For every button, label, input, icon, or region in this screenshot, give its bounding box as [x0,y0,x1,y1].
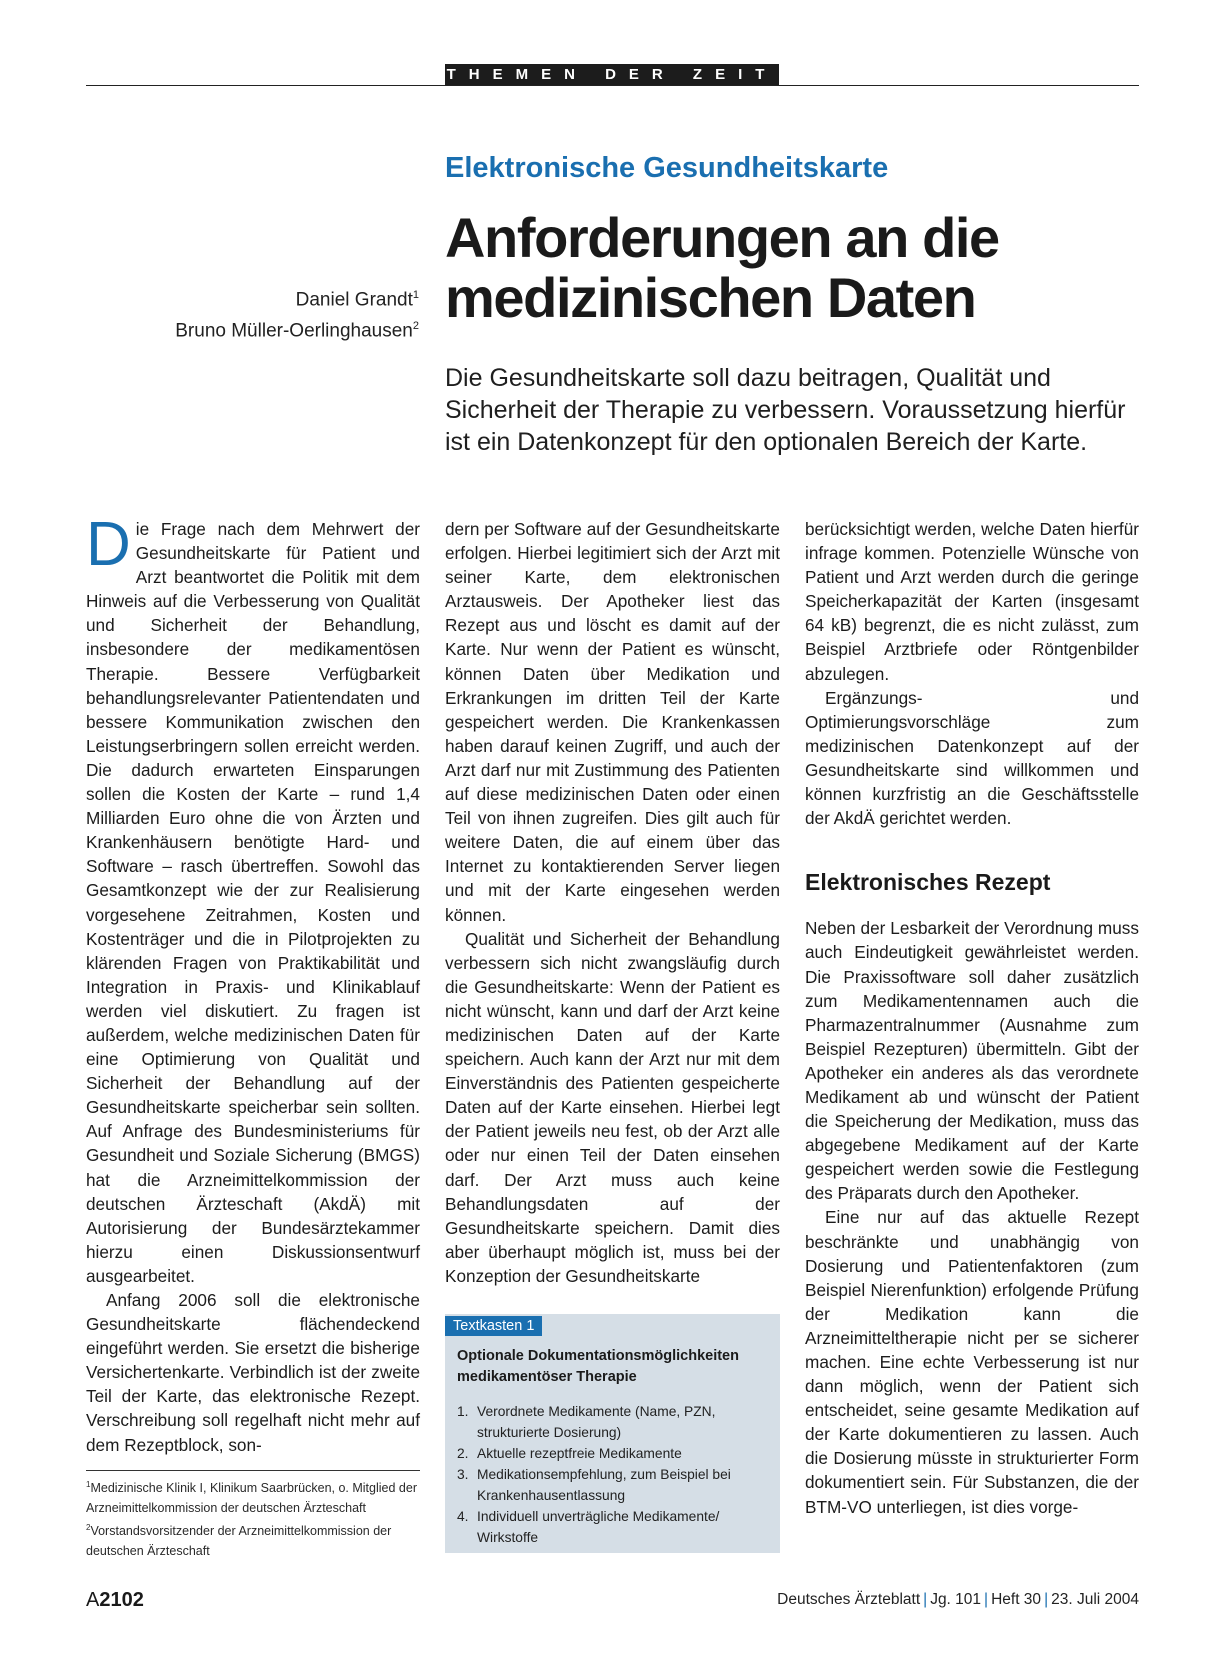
journal-info: Deutsches Ärzteblatt | Jg. 101 | Heft 30 | 23. Juli 2004 [777,1591,1139,1608]
footnotes [86,1475,420,1561]
list-item: 4. Individuell unverträgliche Medikamente/ Wirkstoffe [457,1509,720,1545]
footnote-rule [86,1470,420,1471]
paragraph: Die Frage nach dem Mehrwert der Gesundheitskarte für Patient und Arzt beantwortet die Politik mit dem Hinweis auf die Verbesserung von Qualität und Sicherheit der Behandlung, insbesondere der medikamentösen Therapie. Bessere Verfügbarkeit behandlungsrelevanter Patientendaten und bessere Kommunikation zwischen den Leistungserbringern sollen erreicht werden. Die dadurch erwarteten Einsparungen sollen die Kosten der Karte – rund 1,4 Milliarden Euro ohne die von Ärzten und Krankenhäusern benötigte Hard- und Software – rasch übertreffen. Sowohl das Gesamtkonzept wie der zur Realisierung vorgesehene Zeitrahmen, Kosten und Kostenträger und die in Pilotprojekten zu klärenden Fragen von Praktikabilität und Integration in Praxis- und Klinikablauf werden viel diskutiert. Zu fragen ist außerdem, welche medizinischen Daten für eine Optimierung von Qualität und Sicherheit der Behandlung auf der Gesundheitskarte speicherbar sein sollten. Auf Anfrage des Bundesministeriums für Gesundheit und Soziale Sicherung (BMGS) hat die Arzneimittelkommission der deutschen Ärzteschaft (AkdÄ) mit Autorisierung der Bundesärztekammer hierzu einen Diskussionsentwurf ausgearbeitet. [86,510,420,1286]
paragraph: Ergänzungs- und Optimierungsvorschläge zum medizinischen Datenkonzept auf der Gesundheitskarte sind willkommen und können kurzfristig an die Geschäftsstelle der AkdÄ gerichtet werden. [805,687,1139,829]
article-title [445,208,1145,328]
list-item: 2. Aktuelle rezeptfreie Medikamente [457,1446,682,1461]
paragraph: Eine nur auf das aktuelle Rezept beschränkte und unabhängig von Dosierung und Patientenfaktoren (zum Beispiel Nierenfunktion) erfolgende Prüfung der Medikation kann die Arzneimitteltherapie nicht per se sicherer machen. Eine echte Verbesserung ist nur dann möglich, wenn der Patient sich entscheidet, seine gesamte Medikation auf der Karte dokumentieren zu lassen. Auch die Dosierung müsste in strukturierter Form dokumentiert sein. Für Substanzen, die der BTM-VO unterliegen, ist dies vorge- [805,1207,1139,1517]
separator: | [984,1591,989,1608]
author-list [175,282,419,345]
title-line-1: Anforderungen an die [445,206,999,269]
paragraph: Anfang 2006 soll die elektronische Gesundheitskarte flächendeckend eingeführt werden. Sie ersetzt die bisherige Versichertenkarte. Verbindlich ist der zweite Teil der Karte, das elektronische Rezept. Verschreibung soll regelhaft nicht mehr auf dem Rezeptblock, son- [86,1290,420,1455]
body-column-2 [445,517,780,1288]
textbox-list [457,1401,772,1548]
section-heading: Elektronisches Rezept [805,869,1051,896]
footnote: $^1$Medizinische Klinik I, Klinikum Saarbrücken, o. Mitglied der Arzneimittelkommission der deutschen Ärzteschaft [86,1480,417,1515]
body-column-3 [805,517,1139,1519]
textbox-title: Optionale Dokumentationsmöglichkeiten medikamentöser Therapie [457,1348,739,1385]
title-line-2: medizinischen Daten [445,266,976,329]
paragraph: berücksichtigt werden, welche Daten hierfür infrage kommen. Potenzielle Wünsche von Patient und Arzt werden durch die geringe Speicherkapazität der Karten (insgesamt 64 kB) begrenzt, die es nicht zulässt, zum Beispiel Arztbriefe oder Röntgenbilder abzulegen. [805,519,1139,684]
list-item: 3. Medikationsempfehlung, zum Beispiel bei Krankenhausentlassung [457,1467,731,1503]
list-item: 1. Verordnete Medikamente (Name, PZN, strukturierte Dosierung) [457,1404,716,1440]
separator: | [1044,1591,1049,1608]
separator: | [923,1591,928,1608]
lead-paragraph: Die Gesundheitskarte soll dazu beitragen, Qualität und Sicherheit der Therapie zu verbessern. Voraussetzung hierfür ist ein Datenkonzept für den optionalen Bereich der Karte. [445,364,1126,456]
footnote: $^2$Vorstandsvorsitzender der Arzneimittelkommission der deutschen Ärzteschaft [86,1523,392,1558]
page-number: A2102 [86,1589,144,1611]
textbox-label: Textkasten 1 [445,1316,542,1336]
author: Daniel Grandt$^1$ [295,289,419,311]
kicker: Elektronische Gesundheitskarte [445,152,889,184]
author: Bruno Müller-Oerlinghausen$^2$ [175,320,419,342]
paragraph: Qualität und Sicherheit der Behandlung verbessern sich nicht zwangsläufig durch die Gesundheitskarte: Wenn der Patient es nicht wünscht, kann und darf der Arzt keine medizinischen Daten auf der Karte speichern. Auch kann der Arzt nur mit dem Einverständnis des Patienten gespeicherte Daten auf der Karte einsehen. Hierbei legt der Patient jeweils neu fest, ob der Arzt alle oder nur einen Teil der Daten einsehen darf. Der Arzt muss auch keine Behandlungsdaten auf der Gesundheitskarte speichern. Damit dies aber überhaupt möglich ist, muss bei der Konzeption der Gesundheitskarte [445,928,780,1286]
header-rule [86,85,1139,86]
body-column-1 [86,510,420,1457]
paragraph: Neben der Lesbarkeit der Verordnung muss auch Eindeutigkeit gewährleistet werden. Die Praxissoftware soll daher zusätzlich zum Medikamentennamen auch die Pharmazentralnummer (Ausnahme zum Beispiel Rezepturen) übermitteln. Gibt der Apotheker ein anderes als das verordnete Medikament ab und wünscht der Patient die Speicherung der Medikation, muss das abgegebene Medikament auf der Karte gespeichert werden sowie die Festlegung des Präparats durch den Apotheker. [805,918,1139,1204]
section-label: THEMEN DER ZEIT [446,66,778,83]
drop-cap: D [86,510,131,579]
paragraph: dern per Software auf der Gesundheitskarte erfolgen. Hierbei legitimiert sich der Arzt mit seiner Karte, dem elektronischen Arztausweis. Der Apotheker liest das Rezept aus und löscht es damit auf der Karte. Nur wenn der Patient es wünscht, können Daten über Medikation und Erkrankungen im dritten Teil der Karte gespeichert werden. Die Krankenkassen haben darauf keinen Zugriff, und auch der Arzt darf nur mit Zustimmung des Patienten auf diese medizinischen Daten oder einen Teil von ihnen zugreifen. Dies gilt auch für weitere Daten, die auf einem über das Internet zu kontaktierenden Server liegen und mit der Karte eingesehen werden können. [445,519,780,925]
